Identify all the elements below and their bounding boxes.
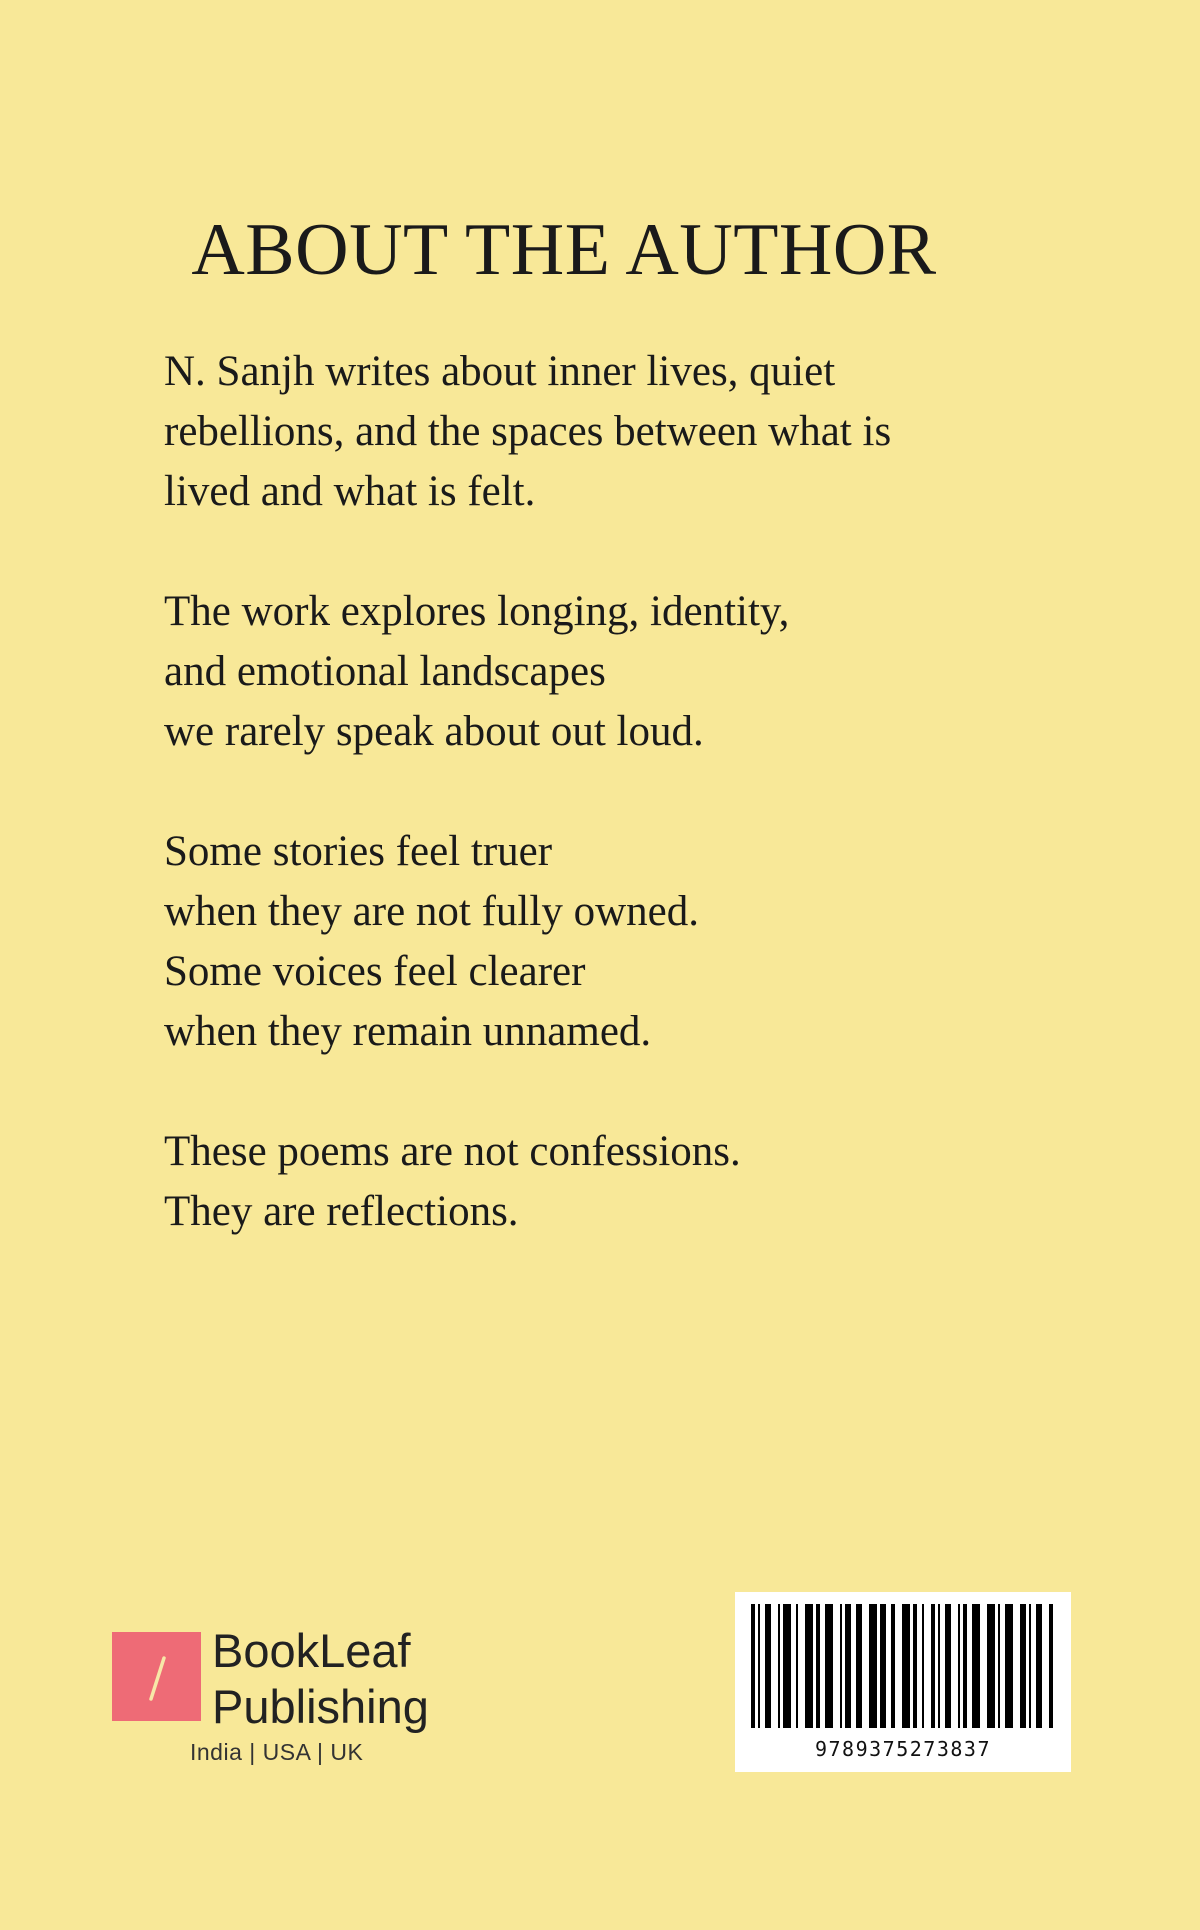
bio-line: They are reflections. xyxy=(164,1188,519,1235)
bio-line: These poems are not confessions. xyxy=(164,1128,741,1175)
bio-line: Some voices feel clearer xyxy=(164,948,586,995)
barcode-bar xyxy=(1029,1604,1031,1728)
barcode-bar xyxy=(902,1604,910,1728)
barcode-bar xyxy=(880,1604,886,1728)
bio-line: N. Sanjh writes about inner lives, quiet xyxy=(164,348,836,395)
barcode-bar xyxy=(805,1604,813,1728)
barcode-bar xyxy=(998,1604,1000,1728)
barcode-bar xyxy=(1049,1604,1053,1728)
author-bio xyxy=(164,342,1064,1302)
bio-line: and emotional landscapes xyxy=(164,648,606,695)
barcode-bar xyxy=(1020,1604,1026,1728)
bio-paragraph xyxy=(164,822,1064,1062)
barcode xyxy=(735,1592,1071,1772)
barcode-bar xyxy=(783,1604,791,1728)
bio-line: rebellions, and the spaces between what is xyxy=(164,408,892,455)
publisher-regions: India | USA | UK xyxy=(190,1739,364,1765)
barcode-bar xyxy=(765,1604,771,1728)
barcode-bar xyxy=(891,1604,895,1728)
bio-line: when they are not fully owned. xyxy=(164,888,699,935)
barcode-bar xyxy=(758,1604,760,1728)
barcode-bar xyxy=(796,1604,798,1728)
publisher-logo xyxy=(112,1623,512,1783)
page-title: ABOUT THE AUTHOR xyxy=(191,209,937,291)
slash-icon xyxy=(112,1632,201,1721)
bio-line: The work explores longing, identity, xyxy=(164,588,790,635)
barcode-bar xyxy=(825,1604,833,1728)
publisher-name-line2: Publishing xyxy=(212,1680,429,1733)
barcode-bar xyxy=(931,1604,935,1728)
barcode-bar xyxy=(816,1604,820,1728)
publisher-name xyxy=(212,1623,429,1735)
barcode-bar xyxy=(778,1604,780,1728)
barcode-bar xyxy=(1036,1604,1042,1728)
barcode-bar xyxy=(987,1604,995,1728)
barcode-bar xyxy=(963,1604,967,1728)
barcode-number: 9789375273837 xyxy=(814,1737,992,1761)
bio-paragraph xyxy=(164,582,1064,762)
barcode-bar xyxy=(922,1604,924,1728)
bio-paragraph xyxy=(164,1122,1064,1242)
bio-line: we rarely speak about out loud. xyxy=(164,708,704,755)
barcode-bar xyxy=(845,1604,851,1728)
bio-line: lived and what is felt. xyxy=(164,468,536,515)
barcode-bar xyxy=(945,1604,951,1728)
barcode-bar xyxy=(840,1604,842,1728)
publisher-name-line1: BookLeaf xyxy=(212,1624,411,1677)
barcode-bar xyxy=(938,1604,940,1728)
bio-paragraph xyxy=(164,342,1064,522)
barcode-bar xyxy=(1005,1604,1013,1728)
barcode-bar xyxy=(751,1604,755,1728)
barcode-bars xyxy=(745,1604,1061,1734)
barcode-bar xyxy=(958,1604,960,1728)
barcode-bar xyxy=(913,1604,917,1728)
barcode-bar xyxy=(972,1604,980,1728)
barcode-bar xyxy=(856,1604,862,1728)
bio-line: when they remain unnamed. xyxy=(164,1008,652,1055)
barcode-bar xyxy=(869,1604,877,1728)
bio-line: Some stories feel truer xyxy=(164,828,553,875)
